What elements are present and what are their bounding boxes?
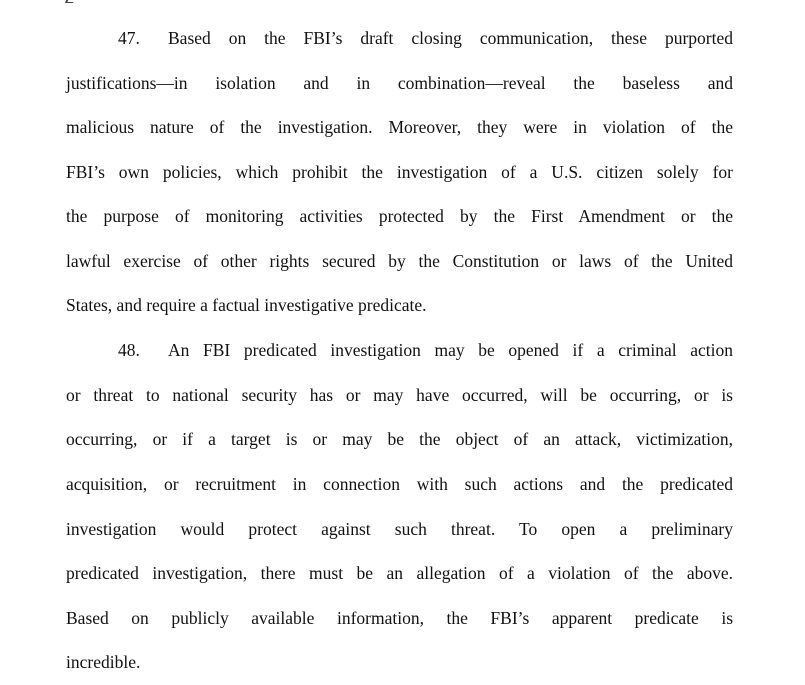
paragraph-number-48: 48. <box>118 340 140 360</box>
paragraph-47-line-6: lawful exercise of other rights secured by the Constitution or laws of the United <box>66 251 733 271</box>
paragraph-47-line-7: States, and require a factual investigative predicate. <box>66 295 427 315</box>
paragraph-47-text-1: Based on the FBI’s draft closing communication, these purported <box>168 28 733 48</box>
paragraph-47-line-2: justifications—in isolation and in combination—reveal the baseless and <box>66 73 733 93</box>
page-edge-mark <box>65 0 75 3</box>
paragraph-48-line-4: acquisition, or recruitment in connection with such actions and the predicated <box>66 474 733 494</box>
paragraph-number-47: 47. <box>118 28 140 48</box>
paragraph-47-line-5: the purpose of monitoring activities protected by the First Amendment or the <box>66 206 733 226</box>
paragraph-48-text-1: An FBI predicated investigation may be opened if a criminal action <box>168 340 733 360</box>
paragraph-47-line-4: FBI’s own policies, which prohibit the investigation of a U.S. citizen solely for <box>66 162 733 182</box>
paragraph-48-line-5: investigation would protect against such threat. To open a preliminary <box>66 519 733 539</box>
paragraph-48-line-1 <box>66 339 733 361</box>
paragraph-48-line-6: predicated investigation, there must be an allegation of a violation of the above. <box>66 563 733 583</box>
paragraph-47-line-1 <box>66 27 733 49</box>
paragraph-47-line-3: malicious nature of the investigation. Moreover, they were in violation of the <box>66 117 733 137</box>
paragraph-48-line-7: Based on publicly available information, the FBI’s apparent predicate is <box>66 608 733 628</box>
paragraph-48-line-2: or threat to national security has or may have occurred, will be occurring, or is <box>66 385 733 405</box>
paragraph-48-line-3: occurring, or if a target is or may be the object of an attack, victimization, <box>66 429 733 449</box>
paragraph-48-line-8: incredible. <box>66 652 141 672</box>
